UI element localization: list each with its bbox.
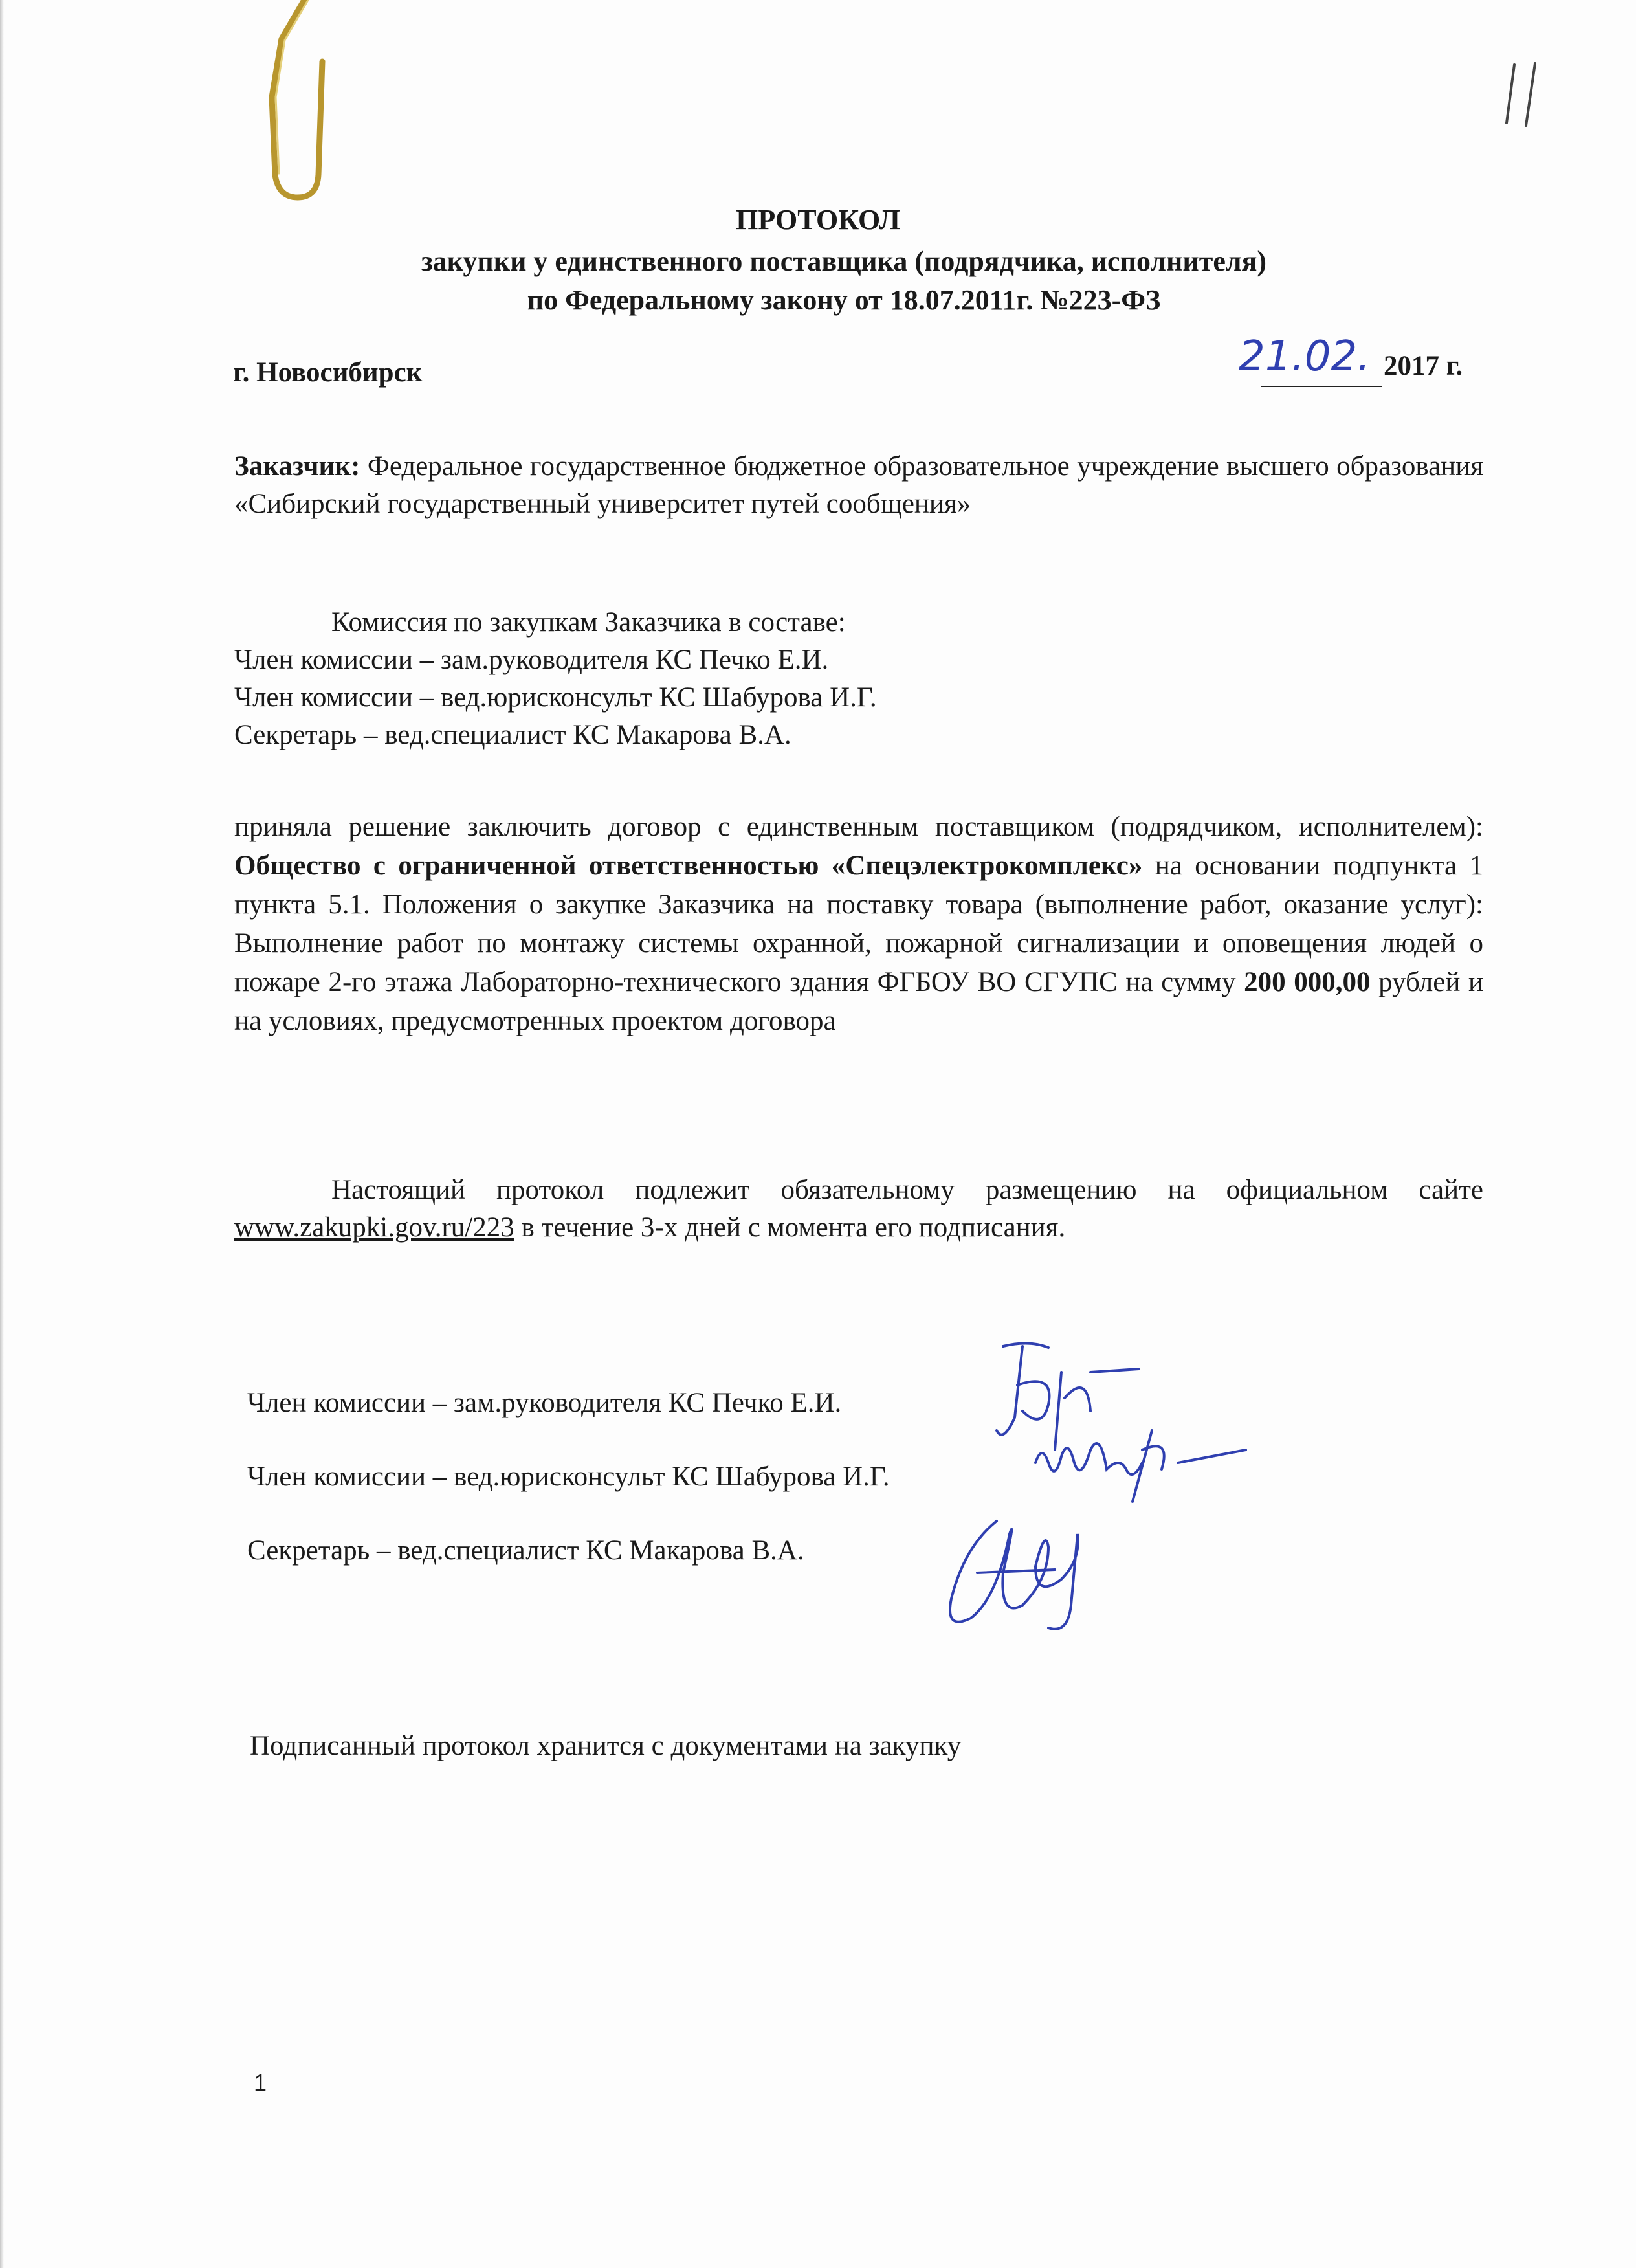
commission-member: Член комиссии – вед.юрисконсульт КС Шабурова И.Г. [234, 682, 877, 713]
document-subtitle: закупки у единственного поставщика (подрядчика, исполнителя) [421, 245, 1267, 277]
storage-note: Подписанный протокол хранится с документами на закупку [250, 1731, 962, 1761]
commission-secretary: Секретарь – вед.специалист КС Макарова В.А. [234, 720, 791, 750]
customer-paragraph [234, 448, 1483, 523]
decision-text: приняла решение заключить договор с единственным поставщиком (подрядчиком, исполнителем): [234, 812, 1483, 842]
handwritten-page-mark [1495, 58, 1553, 136]
contract-amount: 200 000,00 [1244, 967, 1371, 997]
signature-makarova [938, 1508, 1133, 1638]
customer-label: Заказчик: [234, 451, 360, 482]
city: г. Новосибирск [233, 357, 423, 388]
document-title: ПРОТОКОЛ [736, 204, 900, 236]
customer-name: Федеральное государственное бюджетное образовательное учреждение высшего образования «Сибирский государственный университет путей сообщения» [234, 451, 1483, 519]
commission-intro: Комиссия по закупкам Заказчика в составе: [331, 607, 846, 638]
handwritten-date [1230, 320, 1391, 384]
signatory-line: Член комиссии – вед.юрисконсульт КС Шабурова И.Г. [247, 1462, 890, 1492]
signature-shaburova [1029, 1411, 1249, 1508]
notice-text: Настоящий протокол подлежит обязательному размещению на официальном сайте [331, 1175, 1483, 1205]
zakupki-link[interactable]: www.zakupki.gov.ru/223 [234, 1212, 514, 1243]
supplier-name: Общество с ограниченной ответственностью «Спецэлектрокомплекс» [234, 850, 1143, 881]
decision-basis-text: на основании подпункта 1 пункта 5.1. Положения о закупке Заказчика на поставку товара (выполнение работ, оказание услуг): Выполнение работ по монтажу системы охранной, пожарной сигнализации и оповещения людей о пожаре 2-го этажа Лабораторно-технического здания ФГБОУ ВО СГУПС на сумму [234, 850, 1483, 997]
law-reference: по Федеральному закону от 18.07.2011г. №223-ФЗ [527, 284, 1161, 316]
date-underline [1261, 386, 1382, 387]
signatory-line: Член комиссии – зам.руководителя КС Печко Е.И. [247, 1388, 842, 1418]
publication-notice [234, 1172, 1483, 1247]
handwritten-date-text: 21.02. [1239, 333, 1371, 381]
signatory-line: Секретарь – вед.специалист КС Макарова В.А. [247, 1535, 804, 1566]
year: 2017 г. [1384, 351, 1463, 381]
page-number: 1 [254, 2069, 267, 2096]
commission-member: Член комиссии – зам.руководителя КС Печко Е.И. [234, 645, 829, 675]
notice-deadline-text: в течение 3-х дней с момента его подписания. [514, 1212, 1066, 1243]
decision-terms-text: рублей и на условиях, предусмотренных проектом договора [234, 967, 1484, 1036]
decision-paragraph [234, 808, 1483, 1041]
scan-edge [0, 0, 4, 2268]
paper-clip-icon [246, 0, 375, 214]
